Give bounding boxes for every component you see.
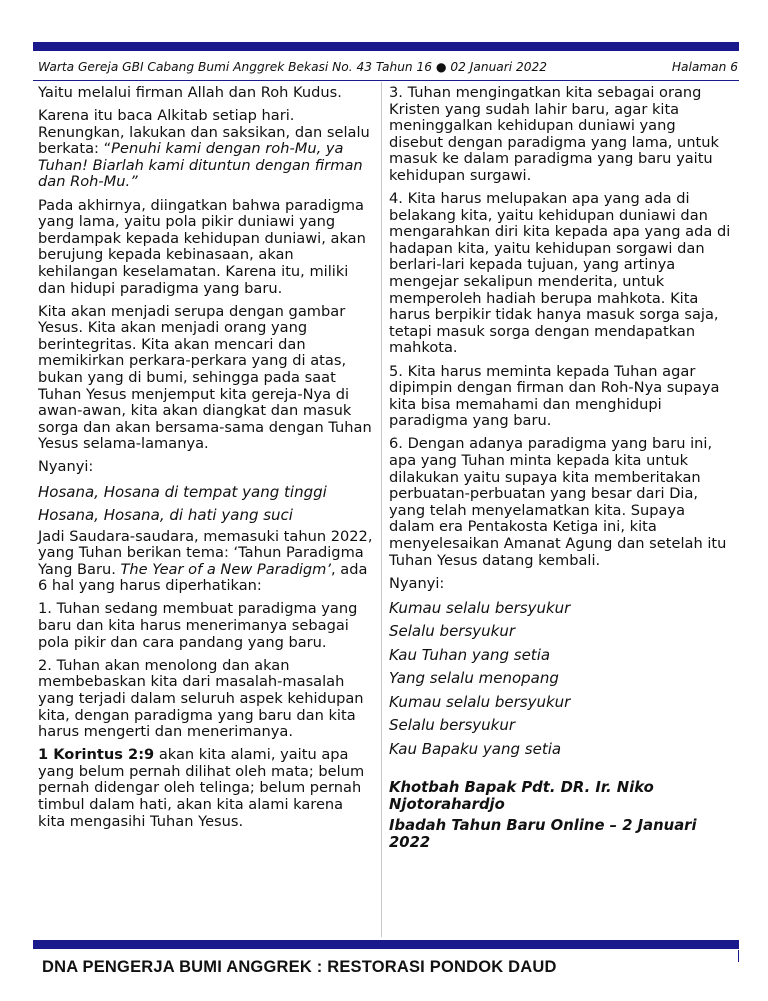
song-line: Kumau selalu bersyukur [389,598,571,617]
list-item: 5. Kita harus meminta kepada Tuhan agar dipimpin dengan firman dan Roh-Nya supaya kita bisa memahami dan menghidupi paradigma yang baru. [389,362,720,430]
right-column [389,85,733,855]
page-number: Halaman 6 [671,60,738,74]
service-credit: Ibadah Tahun Baru Online – 2 Januari 2022 [389,817,697,852]
spacer [389,763,733,779]
top-accent-bar [33,42,739,51]
bottom-accent-bar [33,940,739,949]
song-line: Hosana, Hosana, di hati yang suci [38,505,293,524]
list-item: 6. Dengan adanya paradigma yang baru ini, apa yang Tuhan minta kepada kita untuk dilakukan yaitu supaya kita memberitakan perbuatan-perbuatan yang besar dari Dia, yang telah menyelamatkan kita. Supaya dalam era Pentakosta Ketiga ini, kita menyelesaikan Amanat Agung dan setelah itu Tuhan Yesus datang kembali. [389,435,727,569]
song-line: Yang selalu menopang [389,669,559,688]
song-line: Kumau selalu bersyukur [389,692,571,711]
prayer-quote: Penuhi kami dengan roh-Mu, ya Tuhan! Biarlah kami dituntun dengan firman dan Roh-Mu.” [38,140,363,191]
paragraph: Pada akhirnya, diingatkan bahwa paradigma yang lama, yaitu pola pikir duniawi yang berdampak kepada kehidupan duniawi, akan berujung kepada kebinasaan, akan kehilangan keselamatan. Karena itu, miliki dan hidupi paradigma yang baru. [38,196,366,297]
footer-rule-mark [738,950,739,962]
paragraph: Jadi Saudara-saudara, memasuki tahun 2022, yang Tuhan berikan tema: ‘Tahun Paradigma Yang Baru. The Year of a New Paradigm’, ada 6 hal yang harus diperhatikan: [38,527,373,595]
paragraph: Karena itu baca Alkitab setiap hari. Renungkan, lakukan dan saksikan, dan selalu berkata: “Penuhi kami dengan roh-Mu, ya Tuhan! Biarlah kami dituntun dengan firman dan Roh-Mu.” [38,107,370,191]
list-item: 1. Tuhan sedang membuat paradigma yang baru dan kita harus menerimanya sebagai pola pikir dan cara pandang yang baru. [38,600,358,651]
scripture-reference: 1 Korintus 2:9 [38,746,155,764]
bulletin-info: Warta Gereja GBI Cabang Bumi Anggrek Bekasi No. 43 Tahun 16 ● 02 Januari 2022 [38,60,548,74]
song-label: Nyanyi: [389,574,445,592]
song-line: Kau Bapaku yang setia [389,739,562,758]
song-line: Kau Tuhan yang setia [389,645,551,664]
page-footer: DNA PENGERJA BUMI ANGGREK : RESTORASI PONDOK DAUD [42,958,557,976]
column-divider [381,82,382,937]
list-item: 4. Kita harus melupakan apa yang ada di belakang kita, yaitu kehidupan duniawi dan mengarahkan diri kita kepada apa yang ada di hadapan kita, yaitu kehidupan sorgawi dan berlari-lari kepada tujuan, yang artinya mengejar sekalipun menderita, untuk memperoleh hadiah berupa mahkota. Kita harus berpikir tidak hanya masuk sorga saja, tetapi masuk sorga dengan mendapatkan mahkota. [389,190,731,357]
song-label: Nyanyi: [38,458,94,476]
sermon-credit: Khotbah Bapak Pdt. DR. Ir. Niko Njotorahardjo [389,779,654,814]
list-item: 3. Tuhan mengingatkan kita sebagai orang Kristen yang sudah lahir baru, agar kita meninggalkan kehidupan duniawi yang disebut dengan paradigma yang lama, untuk masuk ke dalam paradigma yang baru yaitu kehidupan surgawi. [389,84,719,184]
header-rule [33,80,739,81]
song-line: Selalu bersyukur [389,716,516,735]
paragraph: Yaitu melalui firman Allah dan Roh Kudus. [38,84,342,101]
list-item: 2. Tuhan akan menolong dan akan membebaskan kita dari masalah-masalah yang terjadi dalam seluruh aspek kehidupan kita, dengan paradigma yang baru dan kita harus mengerti dan menerimanya. [38,656,364,741]
theme-title: The Year of a New Paradigm’ [120,560,332,578]
paragraph: 1 Korintus 2:9 akan kita alami, yaitu apa yang belum pernah dilihat oleh mata; belum pernah didengar oleh telinga; belum pernah timbul dalam hati, akan kita alami karena kita mengasihi Tuhan Yesus. [38,746,365,830]
song-line: Selalu bersyukur [389,622,516,641]
left-column [38,85,374,837]
song-line: Hosana, Hosana di tempat yang tinggi [38,482,327,501]
paragraph: Kita akan menjadi serupa dengan gambar Yesus. Kita akan menjadi orang yang berintegritas. Kita akan mencari dan memikirkan perkara-perkara yang di atas, bukan yang di bumi, sehingga pada saat Tuhan Yesus menjemput kita gereja-Nya di awan-awan, kita akan diangkat dan masuk sorga dan akan bersama-sama dengan Tuhan Yesus selama-lamanya. [38,302,372,453]
page-header [38,57,738,79]
